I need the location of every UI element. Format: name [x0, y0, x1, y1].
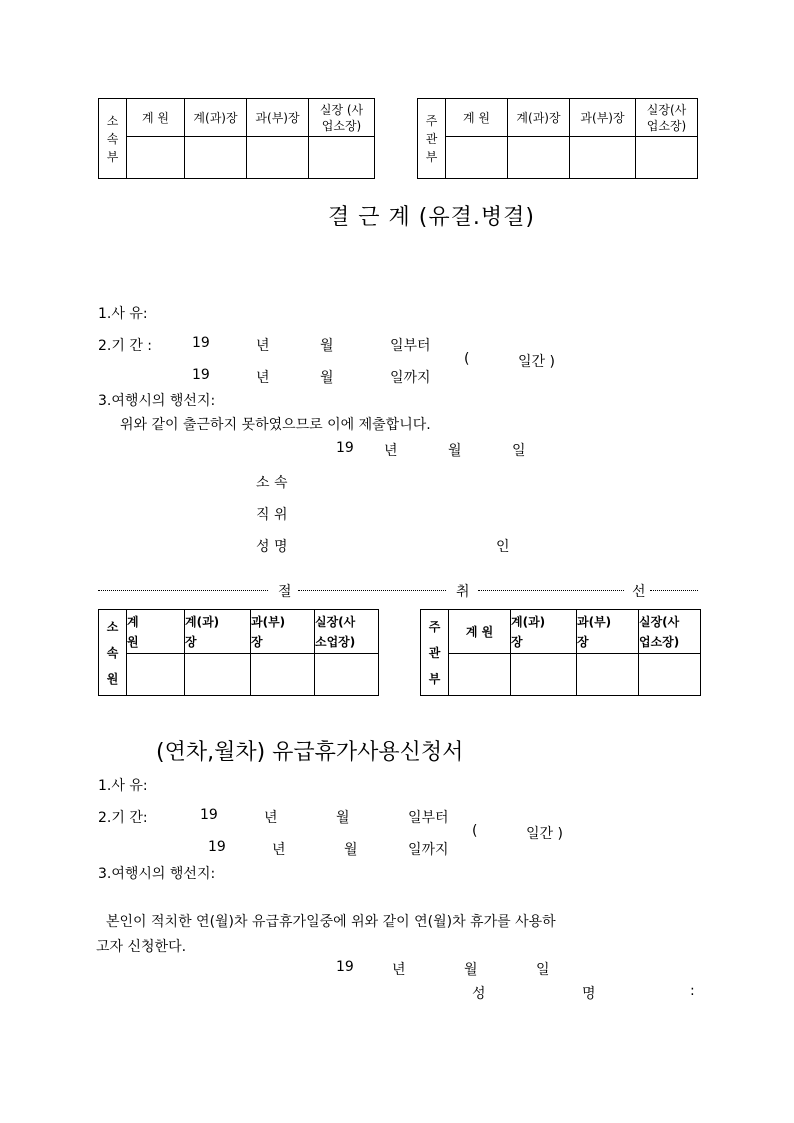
date-month-unit: 월 [464, 962, 478, 978]
cut-line-char: 취 [456, 584, 470, 600]
side-label: 주 관 부 [418, 99, 446, 179]
header-cell: 계 원 [446, 99, 508, 137]
days-open: ( [464, 351, 470, 367]
date-day-unit: 일 [512, 443, 526, 459]
header-cell: 실장(사 업소장) [639, 610, 701, 654]
signature-cell[interactable] [639, 654, 701, 696]
month-unit: 월 [320, 370, 334, 386]
signature-colon: : [690, 983, 695, 999]
cut-line-segment [98, 590, 268, 591]
header-cell: 계(과) 장 [511, 610, 577, 654]
to-label: 일까지 [390, 370, 431, 386]
absence-title: 결 근 계 (유결.병결) [328, 205, 535, 230]
date-year: 19 [336, 959, 354, 975]
seal-mark: 인 [496, 539, 510, 555]
cut-line-segment [478, 590, 624, 591]
header-cell: 실장(사 소업장) [315, 610, 379, 654]
affiliation-label: 소 속 [256, 475, 288, 491]
signature-cell[interactable] [251, 654, 315, 696]
header-cell: 계 원 [127, 610, 185, 654]
header-cell: 계 원 [449, 610, 511, 654]
days-open: ( [472, 823, 478, 839]
year-unit: 년 [256, 370, 270, 386]
signature-cell[interactable] [247, 137, 309, 179]
approval-table-top-right [417, 98, 698, 179]
header-cell: 계(과)장 [185, 99, 247, 137]
header-cell: 실장(사 업소장) [636, 99, 698, 137]
signature-cell[interactable] [185, 137, 247, 179]
header-cell: 과(부) 장 [251, 610, 315, 654]
year-value: 19 [192, 367, 210, 383]
destination-label: 3.여행시의 행선지: [98, 393, 216, 409]
signature-cell[interactable] [315, 654, 379, 696]
signature-cell[interactable] [127, 654, 185, 696]
from-label: 일부터 [390, 338, 431, 354]
side-label: 주 관 부 [421, 610, 449, 696]
header-cell: 계(과)장 [508, 99, 570, 137]
approval-table-bottom-right [420, 609, 701, 696]
header-cell: 실장 (사 업소장) [309, 99, 375, 137]
approval-table-bottom-left [98, 609, 379, 696]
period-label: 2.기 간 : [98, 338, 153, 354]
from-label: 일부터 [408, 810, 449, 826]
side-label: 소 속 원 [99, 610, 127, 696]
year-unit: 년 [272, 842, 286, 858]
statement-line: 본인이 적치한 연(월)차 유급휴가일중에 위와 같이 연(월)차 휴가를 사용하 [106, 914, 556, 930]
approval-table-top-left [98, 98, 375, 179]
period-label: 2.기 간: [98, 810, 148, 826]
date-year-unit: 년 [384, 443, 398, 459]
header-cell: 계(과) 장 [185, 610, 251, 654]
cut-line-char: 절 [278, 584, 292, 600]
cut-line-char: 선 [632, 584, 646, 600]
cut-line-segment [298, 590, 446, 591]
month-unit: 월 [320, 338, 334, 354]
signature-cell[interactable] [446, 137, 508, 179]
date-month-unit: 월 [448, 443, 462, 459]
signature-cell[interactable] [449, 654, 511, 696]
signature-cell[interactable] [511, 654, 577, 696]
days-label: 일간 ) [526, 826, 563, 842]
year-value: 19 [192, 335, 210, 351]
signature-cell[interactable] [127, 137, 185, 179]
leave-title: (연차,월차) 유급휴가사용신청서 [156, 740, 464, 765]
signature-cell[interactable] [185, 654, 251, 696]
side-label: 소 속 부 [99, 99, 127, 179]
signature-cell[interactable] [570, 137, 636, 179]
name-label: 성 명 [256, 539, 288, 555]
statement-line: 고자 신청한다. [96, 939, 187, 955]
name-label: 명 [582, 986, 596, 1002]
year-unit: 년 [256, 338, 270, 354]
signature-cell[interactable] [309, 137, 375, 179]
header-cell: 과(부)장 [570, 99, 636, 137]
header-cell: 과(부) 장 [577, 610, 639, 654]
name-label: 성 [472, 986, 486, 1002]
position-label: 직 위 [256, 507, 288, 523]
destination-label: 3.여행시의 행선지: [98, 866, 216, 882]
date-year: 19 [336, 440, 354, 456]
reason-label: 1.사 유: [98, 306, 148, 322]
statement: 위와 같이 출근하지 못하였으므로 이에 제출합니다. [120, 417, 431, 433]
cut-line-segment [650, 590, 698, 591]
month-unit: 월 [336, 810, 350, 826]
date-year-unit: 년 [392, 962, 406, 978]
year-value: 19 [208, 839, 226, 855]
month-unit: 월 [344, 842, 358, 858]
header-cell: 과(부)장 [247, 99, 309, 137]
date-day-unit: 일 [536, 962, 550, 978]
year-unit: 년 [264, 810, 278, 826]
header-cell: 계 원 [127, 99, 185, 137]
signature-cell[interactable] [508, 137, 570, 179]
to-label: 일까지 [408, 842, 449, 858]
signature-cell[interactable] [636, 137, 698, 179]
signature-cell[interactable] [577, 654, 639, 696]
year-value: 19 [200, 807, 218, 823]
days-label: 일간 ) [518, 354, 555, 370]
reason-label: 1.사 유: [98, 778, 148, 794]
